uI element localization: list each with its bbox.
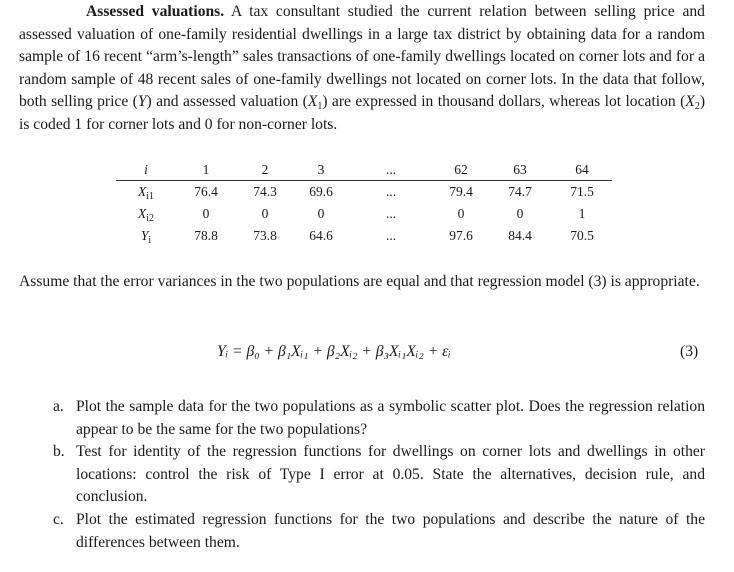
- intro-title: Assessed valuations.: [86, 3, 225, 20]
- header-ellipsis: ...: [348, 159, 434, 181]
- header-index-label: i: [116, 159, 176, 181]
- x1-subscript: 1: [317, 101, 323, 113]
- row-label: $Y_i$: [140, 228, 152, 246]
- table-header-row: [116, 159, 612, 181]
- question-label: b.: [53, 443, 65, 461]
- question-item: [0, 396, 734, 441]
- x2-symbol: X: [685, 93, 695, 111]
- table-cell: 0: [457, 206, 465, 221]
- table-cell: 79.4: [449, 184, 473, 199]
- intro-text-4: ) is coded 1 for corner lots and 0 for non-corner lots.: [19, 93, 706, 133]
- table-cell: 64.6: [309, 228, 333, 243]
- question-label: c.: [53, 510, 64, 528]
- header-cell: 3: [294, 159, 348, 181]
- question-item: [0, 441, 734, 509]
- question-list: [0, 396, 734, 554]
- table-ellipsis: ...: [385, 206, 397, 221]
- table-cell: 71.5: [570, 184, 594, 199]
- question-item: [0, 509, 734, 554]
- intro-text-3: ) are expressed in thousand dollars, whereas lot location (: [322, 93, 686, 111]
- data-table: [116, 159, 612, 247]
- table-row: [116, 203, 612, 225]
- table-cell: 84.4: [508, 228, 532, 243]
- table-cell: 0: [317, 206, 325, 221]
- table-cell: 1: [578, 206, 586, 221]
- table-cell: 97.6: [449, 228, 473, 243]
- header-cell: 63: [488, 159, 552, 181]
- table-row: [116, 225, 612, 247]
- intro-text-1: A tax consultant studied the current relation between selling price and assessed valuation of one-family residential dwellings in a large tax district by obtaining data for a random sample of 16 recent “arm’s-length” sales transactions of one-family dwellings located on corner lots and for a random sample of 48 recent sales of one-family dwellings not located on corner lots. In the data that follow, both selling price (: [19, 3, 705, 111]
- header-cell: 1: [176, 159, 236, 181]
- table-cell: 69.6: [309, 184, 333, 199]
- table-cell: 73.8: [253, 228, 277, 243]
- y-symbol: Y: [137, 93, 147, 111]
- intro-text-2: ) and assessed valuation (: [146, 93, 308, 111]
- row-label: $X_{i1}$: [137, 184, 155, 202]
- table-cell: 76.4: [194, 184, 218, 199]
- header-cell: 2: [236, 159, 294, 181]
- intro-paragraph: [19, 1, 705, 137]
- header-cell: 62: [434, 159, 488, 181]
- table-cell: 78.8: [194, 228, 218, 243]
- assumption-paragraph: Assume that the error variances in the two populations are equal and that regression model (3) is appropriate.: [19, 273, 700, 290]
- question-text: Plot the sample data for the two populations as a symbolic scatter plot. Does the regression relation appear to be the same for the two populations?: [76, 398, 705, 438]
- table-cell: 0: [261, 206, 269, 221]
- row-label: $X_{i2}$: [137, 206, 155, 224]
- header-cell: 64: [552, 159, 612, 181]
- table-ellipsis: ...: [385, 228, 397, 243]
- question-text: Plot the estimated regression functions for the two populations and describe the nature of the differences between them.: [76, 510, 705, 551]
- question-text: Test for identity of the regression functions for dwellings on corner lots and dwellings in other locations: control the risk of Type I error at 0.05. State the alternatives, decision rule, and conclusion.: [76, 443, 705, 506]
- x2-subscript: 2: [694, 101, 700, 113]
- question-label: a.: [53, 398, 64, 415]
- table-cell: 0: [516, 206, 524, 221]
- table-row: [116, 181, 612, 204]
- table-cell: 74.3: [253, 184, 277, 199]
- table-cell: 74.7: [508, 184, 532, 199]
- table-ellipsis: ...: [385, 184, 397, 199]
- x1-symbol: X: [307, 93, 318, 111]
- equation-number: (3): [680, 343, 699, 360]
- regression-model-equation: Yᵢ = β₀ + β₁Xᵢ₁ + β₂Xᵢ₂ + β₃Xᵢ₁Xᵢ₂ + εᵢ: [217, 343, 451, 360]
- table-cell: 0: [202, 206, 210, 221]
- table-cell: 70.5: [570, 228, 594, 243]
